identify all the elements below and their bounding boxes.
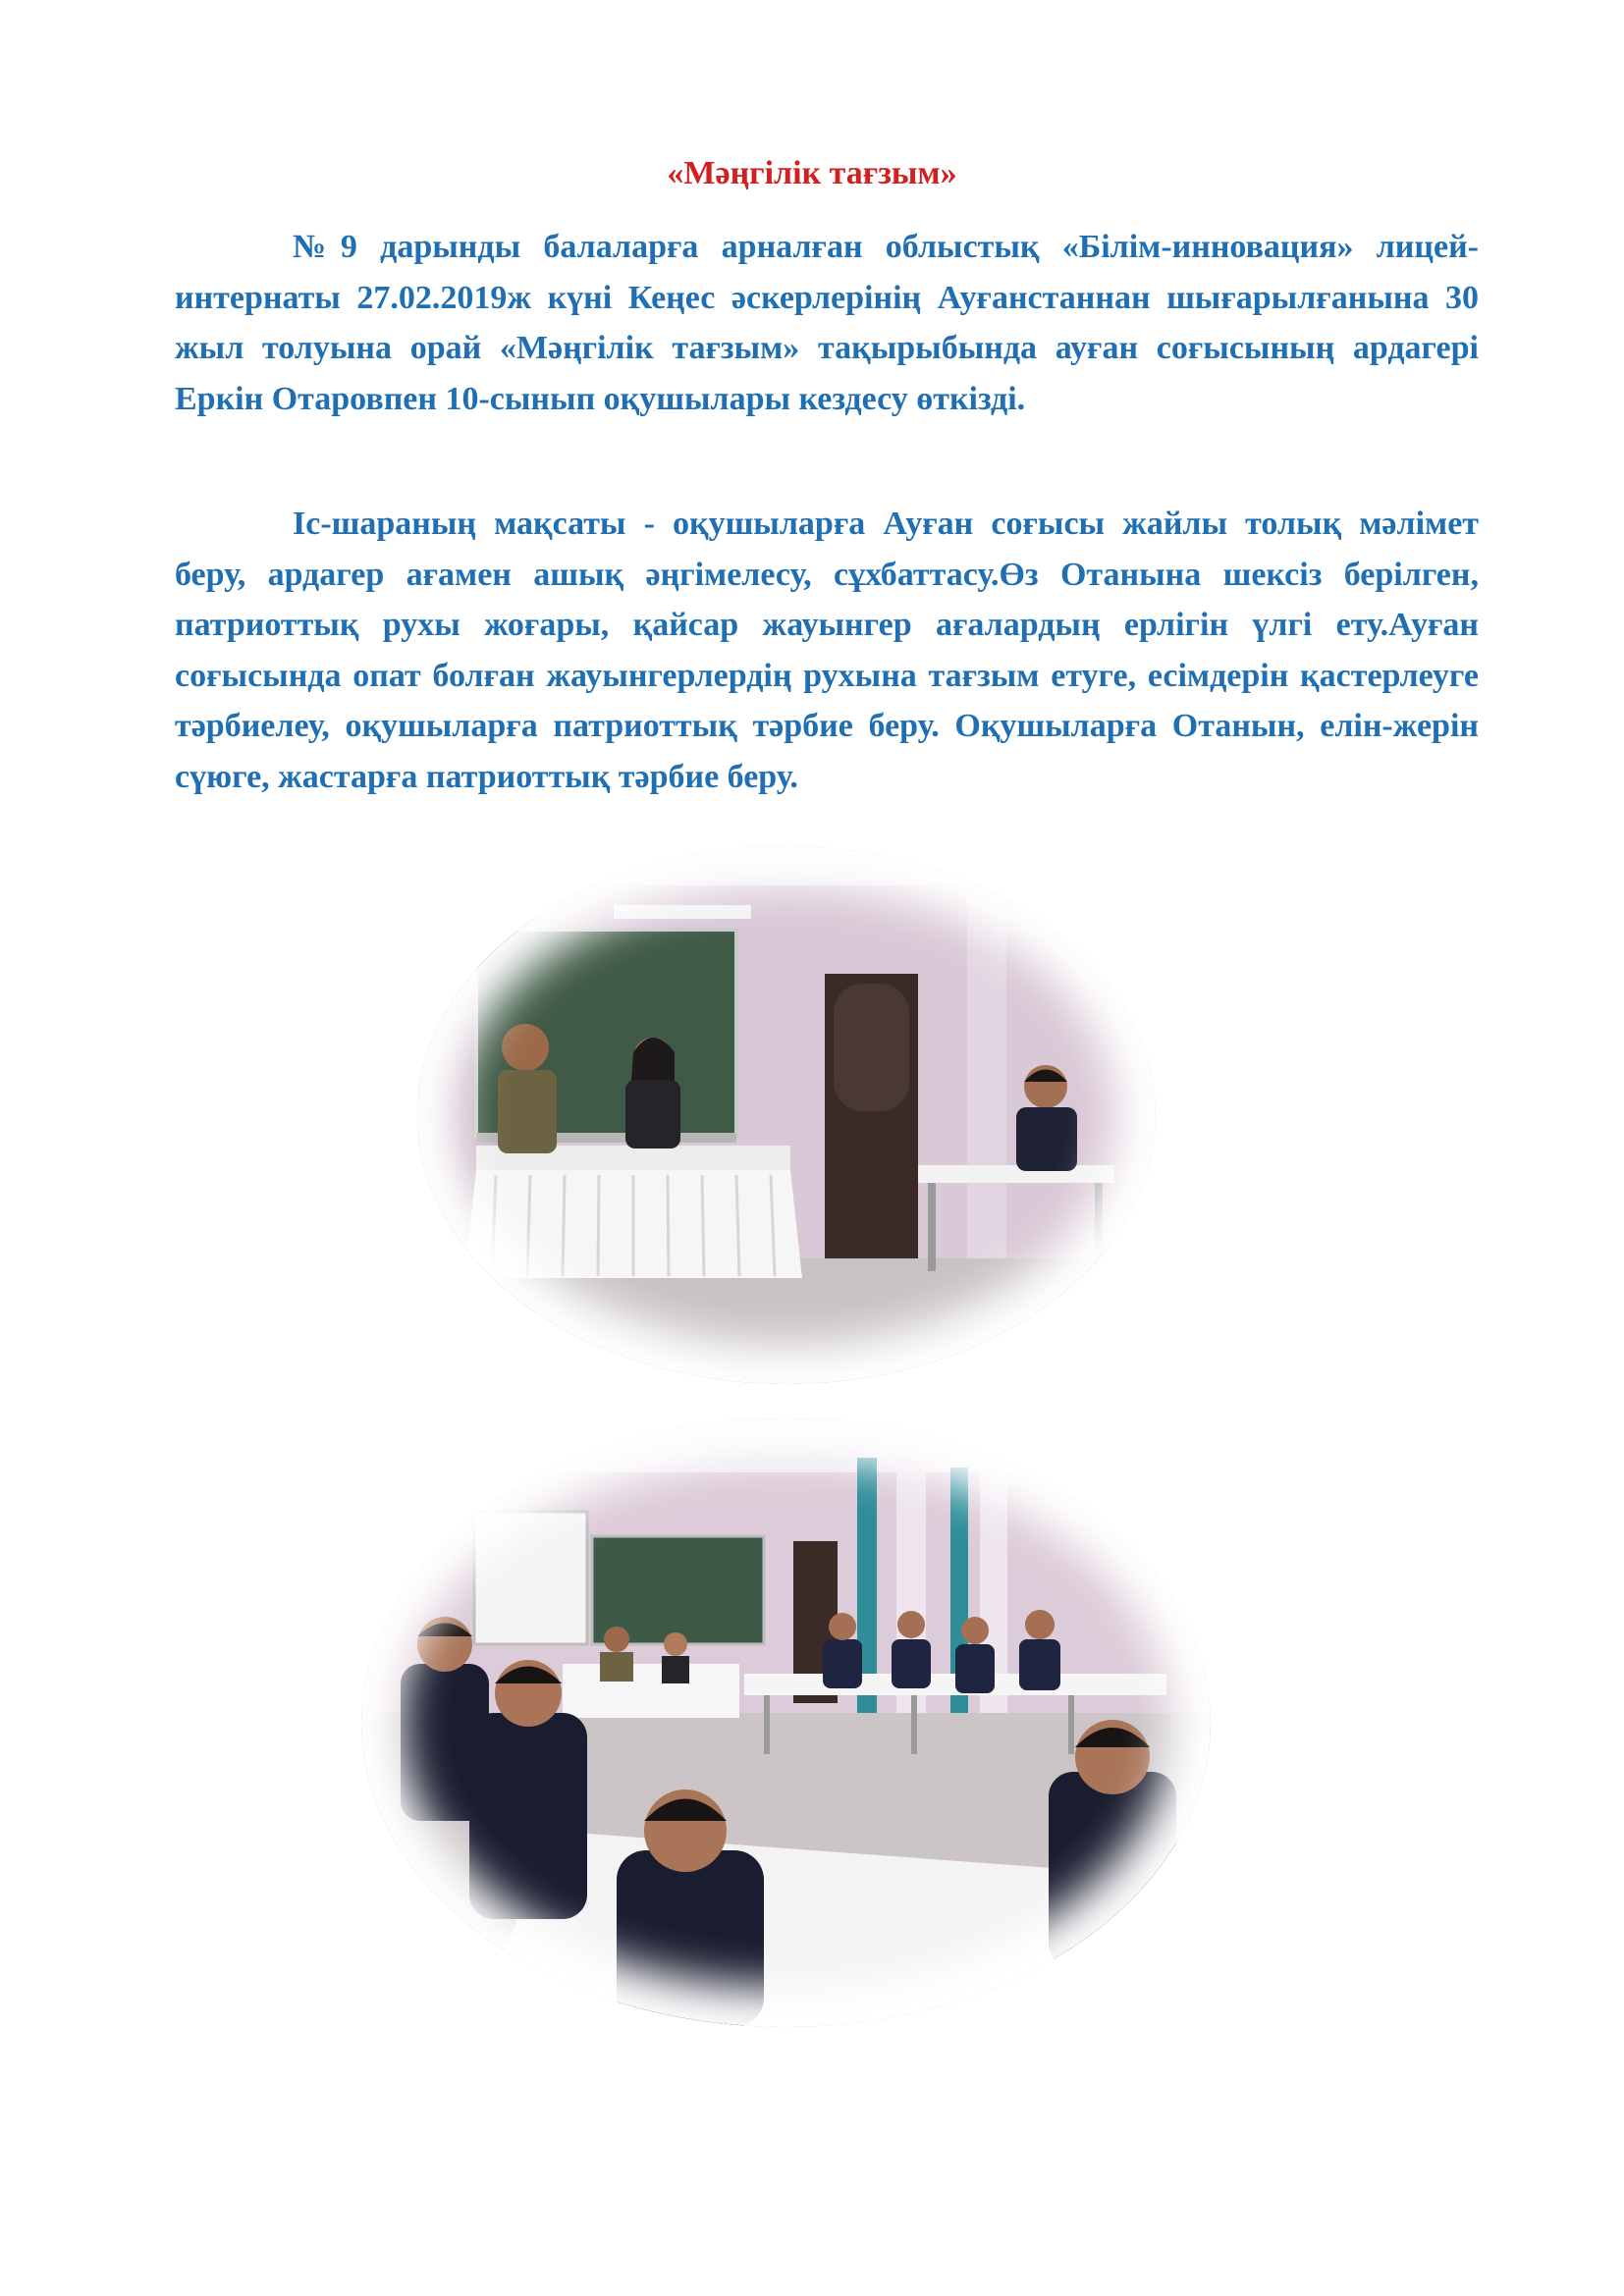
- event-photo-1: [417, 846, 1156, 1384]
- paragraph-2: Іс-шараның мақсаты - оқушыларға Ауған соғысы жайлы толық мәлімет беру, ардагер ағамен ашық әңгімелесу, сұхбаттасу.Өз Отанына шексіз берілген, патриоттық рухы жоғары, қайсар жауынгер ағалардың ерлігін үлгі ету.Ауған соғысында опат болған жауынгерлердің рухына тағзым етуге, есімдерін қастерлеуге тәрбиелеу, оқушыларға патриоттық тәрбие беру. Оқушыларға Отанын, елін-жерін сүюге, жастарға патриоттық тәрбие беру.: [175, 506, 1479, 795]
- event-photo-2: [361, 1418, 1211, 2027]
- document-title: «Мәңгілік тағзым»: [667, 155, 957, 191]
- paragraph-1: №9 дарынды балаларға арналған облыстық «Білім-инновация» лицей-интернаты 27.02.2019ж күні Кеңес әскерлерінің Ауғанстаннан шығарылғанына 30 жыл толуына орай «Мәңгілік тағзым» тақырыбында ауған соғысының ардагері Еркін Отаровпен 10-сынып оқушылары кездесу өткізді.: [175, 229, 1479, 417]
